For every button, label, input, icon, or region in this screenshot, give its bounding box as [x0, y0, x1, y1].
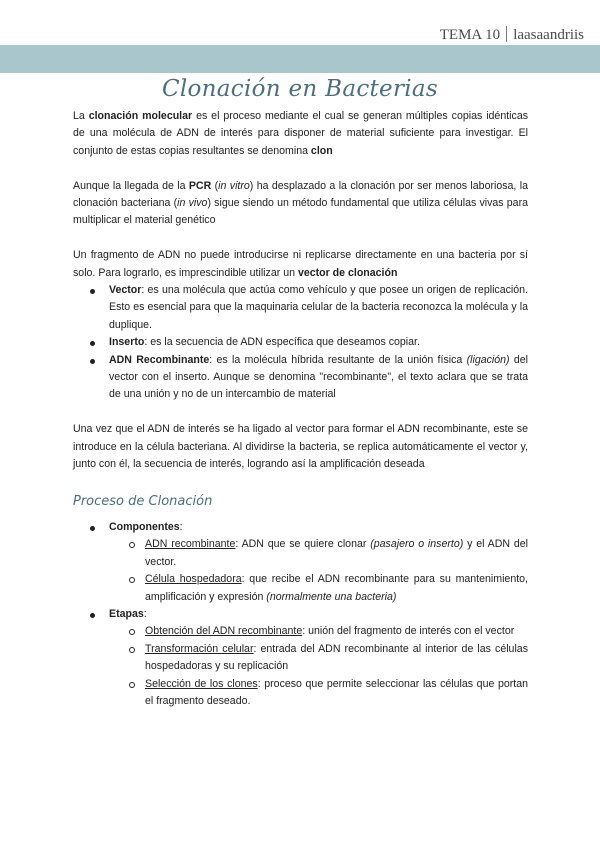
- process-list: [73, 519, 528, 710]
- list-item: Selección de los clones: proceso que permite seleccionar las células que portan el fragmento deseado.: [73, 676, 528, 711]
- intro-paragraph-1: La clonación molecular es el proceso mediante el cual se generan múltiples copias idénticas de una molécula de ADN de interés para disponer de material suficiente para investigar. El conjunto de estas copias resultantes se denomina clon: [73, 110, 529, 157]
- paragraph-4: Una vez que el ADN de interés se ha ligado al vector para formar el ADN recombinante, este se introduce en la célula bacteriana. Al dividirse la bacteria, se replica automáticamente el vector y, junto con él, la secuencia de interés, logrando así la amplificación deseada: [73, 423, 528, 471]
- author-label: laasaandriis: [513, 27, 584, 43]
- section-heading: Proceso de Clonación: [73, 493, 213, 509]
- list-item: Transformación celular: entrada del ADN recombinante al interior de las células hospedadoras y su replicación: [73, 641, 528, 676]
- list-item: ADN recombinante: ADN que se quiere clonar (pasajero o inserto) y el ADN del vector.: [73, 536, 528, 571]
- list-item: Etapas: Obtención del ADN recombinante: unión del fragmento de interés con el vector Transformación celular: entrada del ADN recombinante al interior de las células hospedadoras y su replicación Selección de los clones: proceso que permite seleccionar las células que portan el fragmento deseado.: [73, 606, 528, 710]
- list-item: Obtención del ADN recombinante: unión del fragmento de interés con el vector: [73, 623, 528, 640]
- page-title: Clonación en Bacterias: [161, 76, 439, 102]
- header-divider: [506, 26, 507, 42]
- list-item: Vector: es una molécula que actúa como vehículo y que posee un origen de replicación. Esto es esencial para que la maquinaria celular de la bacteria reconozca la molécula y la duplique.: [73, 282, 528, 334]
- list-item: Componentes: ADN recombinante: ADN que se quiere clonar (pasajero o inserto) y el ADN del vector. Célula hospedadora: que recibe el ADN recombinante para su mantenimiento, amplificación y expresión (normalmente una bacteria): [73, 519, 528, 606]
- intro-paragraph-3: Un fragmento de ADN no puede introducirse ni replicarse directamente en una bacteria por sí solo. Para lograrlo, es imprescindible utilizar un vector de clonación: [73, 249, 528, 279]
- list-item: ADN Recombinante: es la molécula híbrida resultante de la unión física (ligación) del vector con el inserto. Aunque se denomina "recombinante", el texto aclara que se trata de una unión y no de un intercambio de material: [73, 352, 528, 404]
- document-body: [73, 108, 528, 710]
- intro-paragraph-2: Aunque la llegada de la PCR (in vitro) ha desplazado a la clonación por ser menos laboriosa, la clonación bacteriana (in vivo) sigue siendo un método fundamental que utiliza células vivas para multiplicar el material genético: [73, 179, 528, 227]
- etapas-list: [109, 623, 528, 710]
- componentes-list: [109, 536, 528, 606]
- list-item: Inserto: es la secuencia de ADN específica que deseamos copiar.: [73, 334, 528, 351]
- vector-list: [73, 282, 528, 404]
- header-tag: [440, 26, 584, 44]
- header-band: [0, 45, 600, 73]
- list-item: Célula hospedadora: que recibe el ADN recombinante para su mantenimiento, amplificación y expresión (normalmente una bacteria): [73, 571, 528, 606]
- topic-label: TEMA 10: [439, 27, 501, 43]
